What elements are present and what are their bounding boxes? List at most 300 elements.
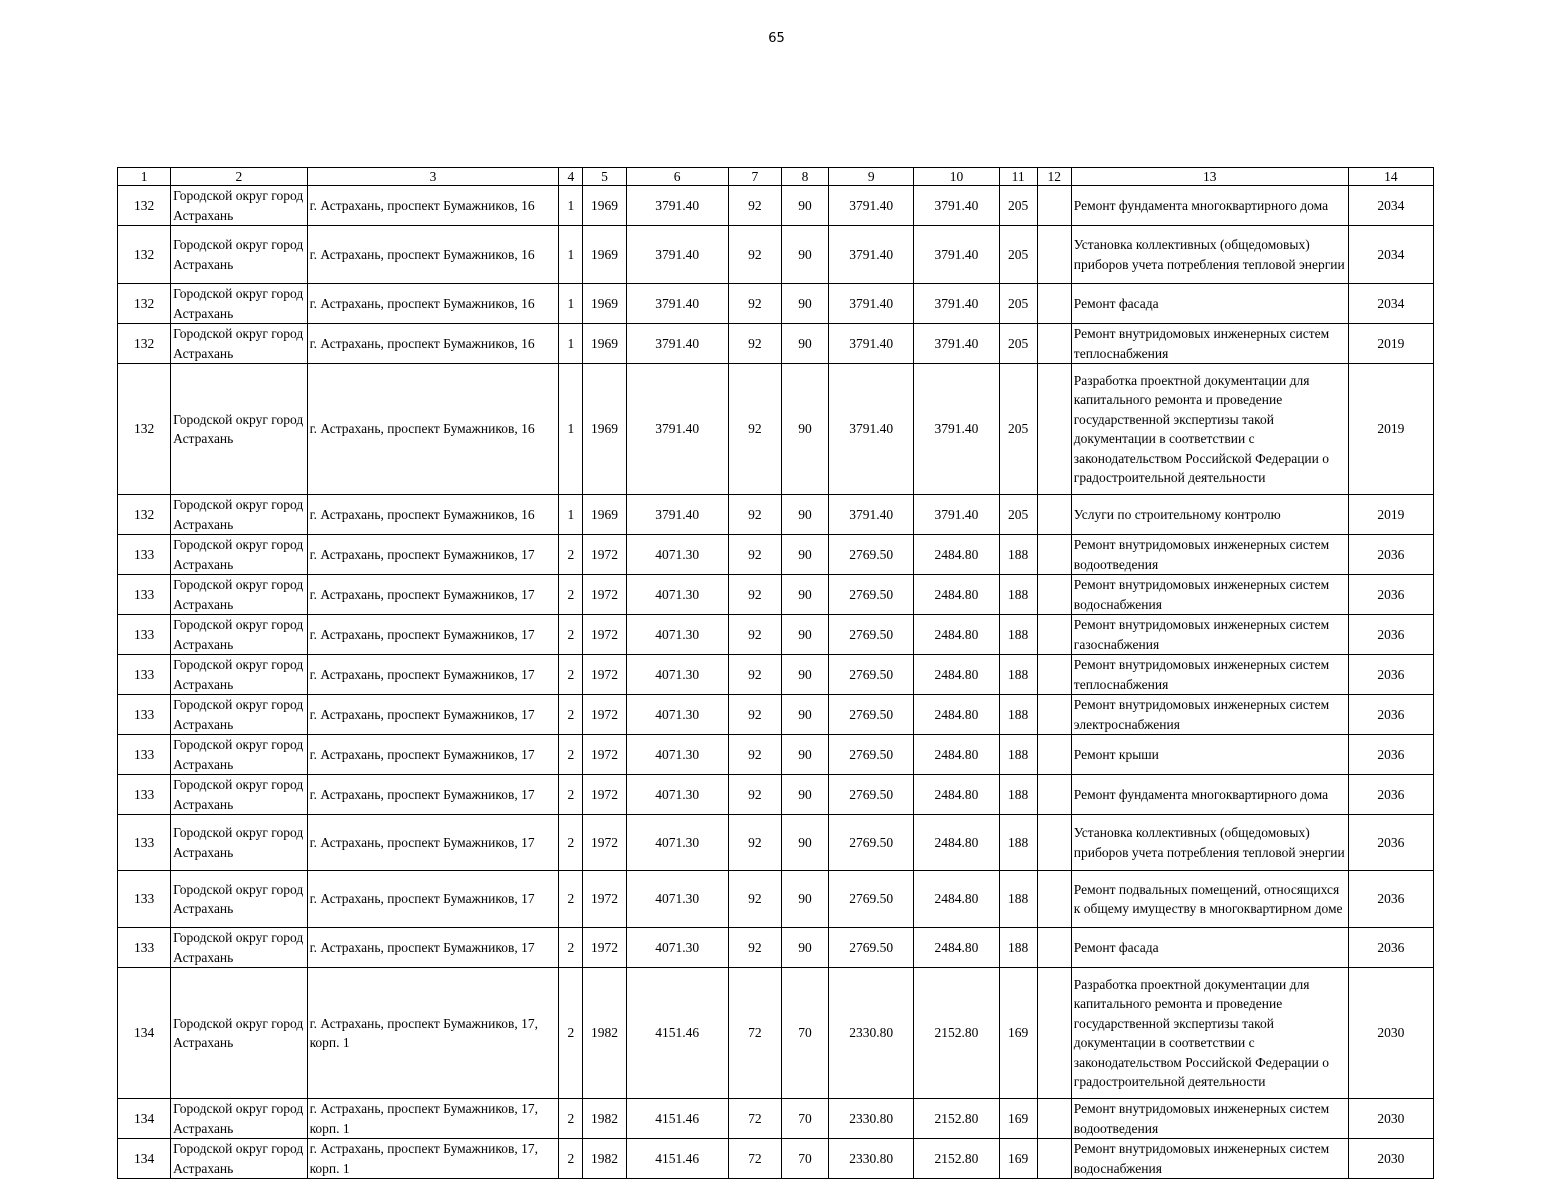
cell-col-12 bbox=[1037, 815, 1071, 871]
cell-residential-count: 90 bbox=[781, 615, 828, 655]
table-row bbox=[118, 615, 1434, 655]
column-header-2: 2 bbox=[171, 168, 307, 186]
cell-residents: 205 bbox=[999, 186, 1037, 226]
cell-year-built: 1972 bbox=[583, 615, 626, 655]
cell-total-area: 3791.40 bbox=[626, 495, 728, 535]
cell-municipality: Городской округ город Астрахань bbox=[171, 695, 307, 735]
cell-work-type: Ремонт крыши bbox=[1071, 735, 1348, 775]
cell-residential-count: 70 bbox=[781, 1139, 828, 1179]
table-row bbox=[118, 871, 1434, 928]
table-row bbox=[118, 575, 1434, 615]
cell-living-area: 2769.50 bbox=[829, 871, 914, 928]
table-row bbox=[118, 324, 1434, 364]
cell-planned-year: 2030 bbox=[1348, 1139, 1433, 1179]
cell-floors-or-type: 1 bbox=[559, 495, 583, 535]
table-row bbox=[118, 695, 1434, 735]
cell-row-number: 134 bbox=[118, 1139, 171, 1179]
cell-residential-area: 3791.40 bbox=[914, 186, 999, 226]
cell-total-area: 3791.40 bbox=[626, 226, 728, 284]
cell-address: г. Астрахань, проспект Бумажников, 17, корп. 1 bbox=[307, 968, 559, 1099]
cell-row-number: 134 bbox=[118, 1099, 171, 1139]
cell-residential-count: 90 bbox=[781, 284, 828, 324]
cell-planned-year: 2036 bbox=[1348, 928, 1433, 968]
cell-residential-area: 2484.80 bbox=[914, 928, 999, 968]
cell-year-built: 1969 bbox=[583, 186, 626, 226]
cell-row-number: 133 bbox=[118, 928, 171, 968]
page-number: 65 bbox=[768, 31, 785, 46]
cell-apartments-count: 92 bbox=[728, 495, 781, 535]
cell-residential-count: 90 bbox=[781, 735, 828, 775]
cell-floors-or-type: 2 bbox=[559, 535, 583, 575]
cell-col-12 bbox=[1037, 284, 1071, 324]
cell-municipality: Городской округ город Астрахань bbox=[171, 495, 307, 535]
cell-apartments-count: 92 bbox=[728, 186, 781, 226]
cell-living-area: 2769.50 bbox=[829, 575, 914, 615]
cell-floors-or-type: 2 bbox=[559, 928, 583, 968]
cell-apartments-count: 72 bbox=[728, 968, 781, 1099]
cell-year-built: 1972 bbox=[583, 928, 626, 968]
cell-residential-area: 2484.80 bbox=[914, 655, 999, 695]
cell-municipality: Городской округ город Астрахань bbox=[171, 1099, 307, 1139]
cell-living-area: 2330.80 bbox=[829, 1139, 914, 1179]
table-row bbox=[118, 284, 1434, 324]
cell-planned-year: 2034 bbox=[1348, 284, 1433, 324]
cell-year-built: 1982 bbox=[583, 1099, 626, 1139]
cell-apartments-count: 92 bbox=[728, 284, 781, 324]
cell-year-built: 1972 bbox=[583, 695, 626, 735]
cell-address: г. Астрахань, проспект Бумажников, 16 bbox=[307, 284, 559, 324]
cell-address: г. Астрахань, проспект Бумажников, 17, корп. 1 bbox=[307, 1099, 559, 1139]
cell-work-type: Ремонт внутридомовых инженерных систем водоснабжения bbox=[1071, 575, 1348, 615]
column-header-12: 12 bbox=[1037, 168, 1071, 186]
cell-municipality: Городской округ город Астрахань bbox=[171, 871, 307, 928]
cell-floors-or-type: 1 bbox=[559, 284, 583, 324]
cell-col-12 bbox=[1037, 615, 1071, 655]
cell-living-area: 2330.80 bbox=[829, 968, 914, 1099]
column-header-7: 7 bbox=[728, 168, 781, 186]
cell-floors-or-type: 2 bbox=[559, 775, 583, 815]
cell-address: г. Астрахань, проспект Бумажников, 17 bbox=[307, 928, 559, 968]
cell-work-type: Ремонт внутридомовых инженерных систем газоснабжения bbox=[1071, 615, 1348, 655]
cell-municipality: Городской округ город Астрахань bbox=[171, 186, 307, 226]
cell-residents: 169 bbox=[999, 968, 1037, 1099]
cell-municipality: Городской округ город Астрахань bbox=[171, 928, 307, 968]
cell-living-area: 3791.40 bbox=[829, 324, 914, 364]
cell-year-built: 1972 bbox=[583, 655, 626, 695]
cell-residential-count: 90 bbox=[781, 226, 828, 284]
cell-address: г. Астрахань, проспект Бумажников, 17 bbox=[307, 871, 559, 928]
table-row bbox=[118, 535, 1434, 575]
cell-planned-year: 2036 bbox=[1348, 615, 1433, 655]
cell-row-number: 132 bbox=[118, 495, 171, 535]
cell-floors-or-type: 2 bbox=[559, 1139, 583, 1179]
cell-total-area: 3791.40 bbox=[626, 324, 728, 364]
cell-address: г. Астрахань, проспект Бумажников, 17 bbox=[307, 815, 559, 871]
cell-apartments-count: 92 bbox=[728, 226, 781, 284]
cell-row-number: 133 bbox=[118, 655, 171, 695]
cell-residential-count: 90 bbox=[781, 535, 828, 575]
cell-row-number: 132 bbox=[118, 364, 171, 495]
cell-floors-or-type: 2 bbox=[559, 815, 583, 871]
cell-residents: 169 bbox=[999, 1099, 1037, 1139]
cell-total-area: 4071.30 bbox=[626, 871, 728, 928]
cell-total-area: 3791.40 bbox=[626, 284, 728, 324]
cell-address: г. Астрахань, проспект Бумажников, 16 bbox=[307, 364, 559, 495]
column-header-5: 5 bbox=[583, 168, 626, 186]
capital-repair-table bbox=[117, 167, 1434, 1179]
cell-residential-area: 2484.80 bbox=[914, 575, 999, 615]
cell-work-type: Ремонт фундамента многоквартирного дома bbox=[1071, 186, 1348, 226]
cell-apartments-count: 92 bbox=[728, 871, 781, 928]
cell-total-area: 4071.30 bbox=[626, 928, 728, 968]
column-header-9: 9 bbox=[829, 168, 914, 186]
cell-address: г. Астрахань, проспект Бумажников, 16 bbox=[307, 226, 559, 284]
cell-work-type: Установка коллективных (общедомовых) приборов учета потребления тепловой энергии bbox=[1071, 226, 1348, 284]
cell-planned-year: 2036 bbox=[1348, 815, 1433, 871]
cell-col-12 bbox=[1037, 655, 1071, 695]
cell-residential-count: 90 bbox=[781, 775, 828, 815]
cell-total-area: 3791.40 bbox=[626, 186, 728, 226]
cell-total-area: 4071.30 bbox=[626, 575, 728, 615]
cell-year-built: 1972 bbox=[583, 535, 626, 575]
cell-work-type: Ремонт подвальных помещений, относящихся к общему имуществу в многоквартирном доме bbox=[1071, 871, 1348, 928]
column-header-14: 14 bbox=[1348, 168, 1433, 186]
cell-residential-area: 2484.80 bbox=[914, 535, 999, 575]
cell-address: г. Астрахань, проспект Бумажников, 17 bbox=[307, 775, 559, 815]
table-header bbox=[118, 168, 1434, 186]
cell-year-built: 1982 bbox=[583, 1139, 626, 1179]
cell-living-area: 2769.50 bbox=[829, 535, 914, 575]
cell-year-built: 1972 bbox=[583, 871, 626, 928]
cell-residential-area: 3791.40 bbox=[914, 284, 999, 324]
cell-col-12 bbox=[1037, 324, 1071, 364]
cell-year-built: 1969 bbox=[583, 284, 626, 324]
cell-residents: 205 bbox=[999, 284, 1037, 324]
cell-row-number: 132 bbox=[118, 226, 171, 284]
table-row bbox=[118, 226, 1434, 284]
cell-residential-area: 2484.80 bbox=[914, 615, 999, 655]
column-header-10: 10 bbox=[914, 168, 999, 186]
cell-row-number: 133 bbox=[118, 695, 171, 735]
cell-residential-count: 90 bbox=[781, 324, 828, 364]
cell-col-12 bbox=[1037, 495, 1071, 535]
cell-planned-year: 2019 bbox=[1348, 324, 1433, 364]
cell-address: г. Астрахань, проспект Бумажников, 16 bbox=[307, 495, 559, 535]
table-row bbox=[118, 655, 1434, 695]
column-header-6: 6 bbox=[626, 168, 728, 186]
cell-col-12 bbox=[1037, 775, 1071, 815]
cell-residents: 188 bbox=[999, 735, 1037, 775]
cell-living-area: 3791.40 bbox=[829, 226, 914, 284]
cell-apartments-count: 72 bbox=[728, 1099, 781, 1139]
cell-residential-count: 90 bbox=[781, 695, 828, 735]
cell-residential-count: 90 bbox=[781, 495, 828, 535]
cell-apartments-count: 92 bbox=[728, 364, 781, 495]
cell-address: г. Астрахань, проспект Бумажников, 17 bbox=[307, 575, 559, 615]
cell-col-12 bbox=[1037, 535, 1071, 575]
cell-municipality: Городской округ город Астрахань bbox=[171, 575, 307, 615]
cell-living-area: 2769.50 bbox=[829, 615, 914, 655]
cell-planned-year: 2034 bbox=[1348, 186, 1433, 226]
cell-total-area: 4071.30 bbox=[626, 815, 728, 871]
table-row bbox=[118, 968, 1434, 1099]
cell-planned-year: 2034 bbox=[1348, 226, 1433, 284]
cell-residents: 205 bbox=[999, 495, 1037, 535]
cell-municipality: Городской округ город Астрахань bbox=[171, 615, 307, 655]
cell-address: г. Астрахань, проспект Бумажников, 16 bbox=[307, 186, 559, 226]
table-row bbox=[118, 1139, 1434, 1179]
cell-address: г. Астрахань, проспект Бумажников, 17 bbox=[307, 615, 559, 655]
cell-floors-or-type: 2 bbox=[559, 655, 583, 695]
cell-work-type: Установка коллективных (общедомовых) приборов учета потребления тепловой энергии bbox=[1071, 815, 1348, 871]
cell-row-number: 134 bbox=[118, 968, 171, 1099]
column-header-1: 1 bbox=[118, 168, 171, 186]
cell-residential-area: 2484.80 bbox=[914, 815, 999, 871]
cell-row-number: 132 bbox=[118, 324, 171, 364]
cell-planned-year: 2030 bbox=[1348, 968, 1433, 1099]
cell-residential-count: 90 bbox=[781, 575, 828, 615]
cell-year-built: 1969 bbox=[583, 324, 626, 364]
cell-row-number: 132 bbox=[118, 186, 171, 226]
cell-planned-year: 2036 bbox=[1348, 695, 1433, 735]
cell-residents: 169 bbox=[999, 1139, 1037, 1179]
cell-residents: 188 bbox=[999, 871, 1037, 928]
cell-municipality: Городской округ город Астрахань bbox=[171, 655, 307, 695]
cell-address: г. Астрахань, проспект Бумажников, 17 bbox=[307, 655, 559, 695]
table-row bbox=[118, 495, 1434, 535]
cell-address: г. Астрахань, проспект Бумажников, 17 bbox=[307, 695, 559, 735]
cell-municipality: Городской округ город Астрахань bbox=[171, 284, 307, 324]
cell-apartments-count: 92 bbox=[728, 324, 781, 364]
cell-year-built: 1972 bbox=[583, 575, 626, 615]
cell-residential-area: 3791.40 bbox=[914, 495, 999, 535]
cell-floors-or-type: 1 bbox=[559, 226, 583, 284]
cell-municipality: Городской округ город Астрахань bbox=[171, 324, 307, 364]
cell-planned-year: 2036 bbox=[1348, 775, 1433, 815]
cell-apartments-count: 92 bbox=[728, 928, 781, 968]
cell-apartments-count: 92 bbox=[728, 535, 781, 575]
cell-living-area: 2330.80 bbox=[829, 1099, 914, 1139]
cell-planned-year: 2036 bbox=[1348, 575, 1433, 615]
cell-total-area: 4071.30 bbox=[626, 655, 728, 695]
cell-floors-or-type: 1 bbox=[559, 186, 583, 226]
cell-planned-year: 2019 bbox=[1348, 495, 1433, 535]
cell-floors-or-type: 2 bbox=[559, 695, 583, 735]
cell-apartments-count: 92 bbox=[728, 775, 781, 815]
table-body bbox=[118, 186, 1434, 1179]
cell-total-area: 4071.30 bbox=[626, 695, 728, 735]
cell-apartments-count: 92 bbox=[728, 735, 781, 775]
cell-col-12 bbox=[1037, 1099, 1071, 1139]
cell-apartments-count: 92 bbox=[728, 815, 781, 871]
cell-municipality: Городской округ город Астрахань bbox=[171, 735, 307, 775]
cell-floors-or-type: 1 bbox=[559, 324, 583, 364]
table-row bbox=[118, 735, 1434, 775]
cell-planned-year: 2019 bbox=[1348, 364, 1433, 495]
cell-work-type: Услуги по строительному контролю bbox=[1071, 495, 1348, 535]
cell-year-built: 1982 bbox=[583, 968, 626, 1099]
cell-residents: 188 bbox=[999, 535, 1037, 575]
cell-residents: 188 bbox=[999, 775, 1037, 815]
cell-living-area: 2769.50 bbox=[829, 655, 914, 695]
cell-residential-area: 2484.80 bbox=[914, 735, 999, 775]
cell-work-type: Ремонт внутридомовых инженерных систем электроснабжения bbox=[1071, 695, 1348, 735]
cell-floors-or-type: 2 bbox=[559, 615, 583, 655]
cell-floors-or-type: 2 bbox=[559, 1099, 583, 1139]
cell-living-area: 2769.50 bbox=[829, 928, 914, 968]
cell-total-area: 4151.46 bbox=[626, 968, 728, 1099]
cell-work-type: Ремонт внутридомовых инженерных систем теплоснабжения bbox=[1071, 655, 1348, 695]
cell-floors-or-type: 2 bbox=[559, 871, 583, 928]
cell-residential-count: 70 bbox=[781, 968, 828, 1099]
cell-floors-or-type: 1 bbox=[559, 364, 583, 495]
cell-total-area: 4151.46 bbox=[626, 1099, 728, 1139]
cell-municipality: Городской округ город Астрахань bbox=[171, 1139, 307, 1179]
cell-residential-count: 90 bbox=[781, 364, 828, 495]
cell-work-type: Ремонт внутридомовых инженерных систем водоотведения bbox=[1071, 535, 1348, 575]
cell-living-area: 2769.50 bbox=[829, 735, 914, 775]
cell-row-number: 133 bbox=[118, 575, 171, 615]
cell-apartments-count: 92 bbox=[728, 655, 781, 695]
cell-floors-or-type: 2 bbox=[559, 735, 583, 775]
cell-living-area: 3791.40 bbox=[829, 364, 914, 495]
cell-work-type: Разработка проектной документации для капитального ремонта и проведение государственной экспертизы такой документации в соответствии с законодательством Российской Федерации о градостроительной деятельности bbox=[1071, 968, 1348, 1099]
cell-municipality: Городской округ город Астрахань bbox=[171, 775, 307, 815]
cell-planned-year: 2036 bbox=[1348, 871, 1433, 928]
cell-apartments-count: 72 bbox=[728, 1139, 781, 1179]
cell-total-area: 4071.30 bbox=[626, 615, 728, 655]
cell-residential-area: 2152.80 bbox=[914, 1139, 999, 1179]
cell-year-built: 1972 bbox=[583, 735, 626, 775]
column-header-3: 3 bbox=[307, 168, 559, 186]
cell-year-built: 1969 bbox=[583, 226, 626, 284]
cell-residential-area: 3791.40 bbox=[914, 324, 999, 364]
cell-total-area: 3791.40 bbox=[626, 364, 728, 495]
cell-living-area: 3791.40 bbox=[829, 495, 914, 535]
cell-residential-count: 90 bbox=[781, 928, 828, 968]
cell-total-area: 4151.46 bbox=[626, 1139, 728, 1179]
cell-work-type: Ремонт внутридомовых инженерных систем водоотведения bbox=[1071, 1099, 1348, 1139]
cell-total-area: 4071.30 bbox=[626, 775, 728, 815]
cell-residential-count: 90 bbox=[781, 871, 828, 928]
cell-col-12 bbox=[1037, 968, 1071, 1099]
cell-planned-year: 2030 bbox=[1348, 1099, 1433, 1139]
table-row bbox=[118, 928, 1434, 968]
cell-address: г. Астрахань, проспект Бумажников, 17 bbox=[307, 735, 559, 775]
column-header-8: 8 bbox=[781, 168, 828, 186]
cell-living-area: 3791.40 bbox=[829, 284, 914, 324]
cell-floors-or-type: 2 bbox=[559, 575, 583, 615]
cell-total-area: 4071.30 bbox=[626, 535, 728, 575]
cell-address: г. Астрахань, проспект Бумажников, 17 bbox=[307, 535, 559, 575]
cell-residents: 205 bbox=[999, 324, 1037, 364]
cell-municipality: Городской округ город Астрахань bbox=[171, 815, 307, 871]
cell-work-type: Ремонт фундамента многоквартирного дома bbox=[1071, 775, 1348, 815]
cell-residents: 188 bbox=[999, 655, 1037, 695]
column-header-4: 4 bbox=[559, 168, 583, 186]
cell-year-built: 1972 bbox=[583, 815, 626, 871]
cell-address: г. Астрахань, проспект Бумажников, 17, корп. 1 bbox=[307, 1139, 559, 1179]
table-row bbox=[118, 1099, 1434, 1139]
cell-total-area: 4071.30 bbox=[626, 735, 728, 775]
cell-col-12 bbox=[1037, 1139, 1071, 1179]
cell-apartments-count: 92 bbox=[728, 695, 781, 735]
cell-residential-area: 2484.80 bbox=[914, 871, 999, 928]
column-header-13: 13 bbox=[1071, 168, 1348, 186]
cell-col-12 bbox=[1037, 695, 1071, 735]
cell-residential-area: 3791.40 bbox=[914, 226, 999, 284]
cell-residents: 188 bbox=[999, 575, 1037, 615]
cell-residential-area: 2152.80 bbox=[914, 1099, 999, 1139]
cell-col-12 bbox=[1037, 186, 1071, 226]
cell-row-number: 132 bbox=[118, 284, 171, 324]
cell-residential-area: 2152.80 bbox=[914, 968, 999, 1099]
table-row bbox=[118, 815, 1434, 871]
cell-municipality: Городской округ город Астрахань bbox=[171, 364, 307, 495]
cell-row-number: 133 bbox=[118, 775, 171, 815]
cell-col-12 bbox=[1037, 928, 1071, 968]
cell-year-built: 1969 bbox=[583, 495, 626, 535]
cell-col-12 bbox=[1037, 735, 1071, 775]
cell-year-built: 1972 bbox=[583, 775, 626, 815]
cell-address: г. Астрахань, проспект Бумажников, 16 bbox=[307, 324, 559, 364]
cell-row-number: 133 bbox=[118, 615, 171, 655]
cell-col-12 bbox=[1037, 871, 1071, 928]
cell-planned-year: 2036 bbox=[1348, 655, 1433, 695]
cell-col-12 bbox=[1037, 226, 1071, 284]
cell-residential-count: 90 bbox=[781, 815, 828, 871]
cell-residents: 205 bbox=[999, 364, 1037, 495]
cell-residential-area: 2484.80 bbox=[914, 695, 999, 735]
cell-row-number: 133 bbox=[118, 535, 171, 575]
cell-living-area: 2769.50 bbox=[829, 695, 914, 735]
cell-residents: 205 bbox=[999, 226, 1037, 284]
cell-municipality: Городской округ город Астрахань bbox=[171, 226, 307, 284]
cell-living-area: 2769.50 bbox=[829, 815, 914, 871]
cell-row-number: 133 bbox=[118, 735, 171, 775]
column-number-row bbox=[118, 168, 1434, 186]
cell-residential-count: 70 bbox=[781, 1099, 828, 1139]
cell-residents: 188 bbox=[999, 928, 1037, 968]
cell-work-type: Разработка проектной документации для капитального ремонта и проведение государственной экспертизы такой документации в соответствии с законодательством Российской Федерации о градостроительной деятельности bbox=[1071, 364, 1348, 495]
cell-work-type: Ремонт внутридомовых инженерных систем водоснабжения bbox=[1071, 1139, 1348, 1179]
cell-residents: 188 bbox=[999, 695, 1037, 735]
cell-residents: 188 bbox=[999, 615, 1037, 655]
cell-col-12 bbox=[1037, 575, 1071, 615]
cell-work-type: Ремонт фасада bbox=[1071, 928, 1348, 968]
cell-apartments-count: 92 bbox=[728, 575, 781, 615]
table-row bbox=[118, 775, 1434, 815]
cell-work-type: Ремонт внутридомовых инженерных систем теплоснабжения bbox=[1071, 324, 1348, 364]
cell-living-area: 2769.50 bbox=[829, 775, 914, 815]
cell-planned-year: 2036 bbox=[1348, 535, 1433, 575]
cell-residential-count: 90 bbox=[781, 655, 828, 695]
column-header-11: 11 bbox=[999, 168, 1037, 186]
table-row bbox=[118, 364, 1434, 495]
cell-municipality: Городской округ город Астрахань bbox=[171, 968, 307, 1099]
cell-work-type: Ремонт фасада bbox=[1071, 284, 1348, 324]
cell-residential-area: 2484.80 bbox=[914, 775, 999, 815]
cell-living-area: 3791.40 bbox=[829, 186, 914, 226]
cell-planned-year: 2036 bbox=[1348, 735, 1433, 775]
table-row bbox=[118, 186, 1434, 226]
cell-row-number: 133 bbox=[118, 815, 171, 871]
cell-year-built: 1969 bbox=[583, 364, 626, 495]
cell-row-number: 133 bbox=[118, 871, 171, 928]
cell-floors-or-type: 2 bbox=[559, 968, 583, 1099]
cell-col-12 bbox=[1037, 364, 1071, 495]
cell-residents: 188 bbox=[999, 815, 1037, 871]
